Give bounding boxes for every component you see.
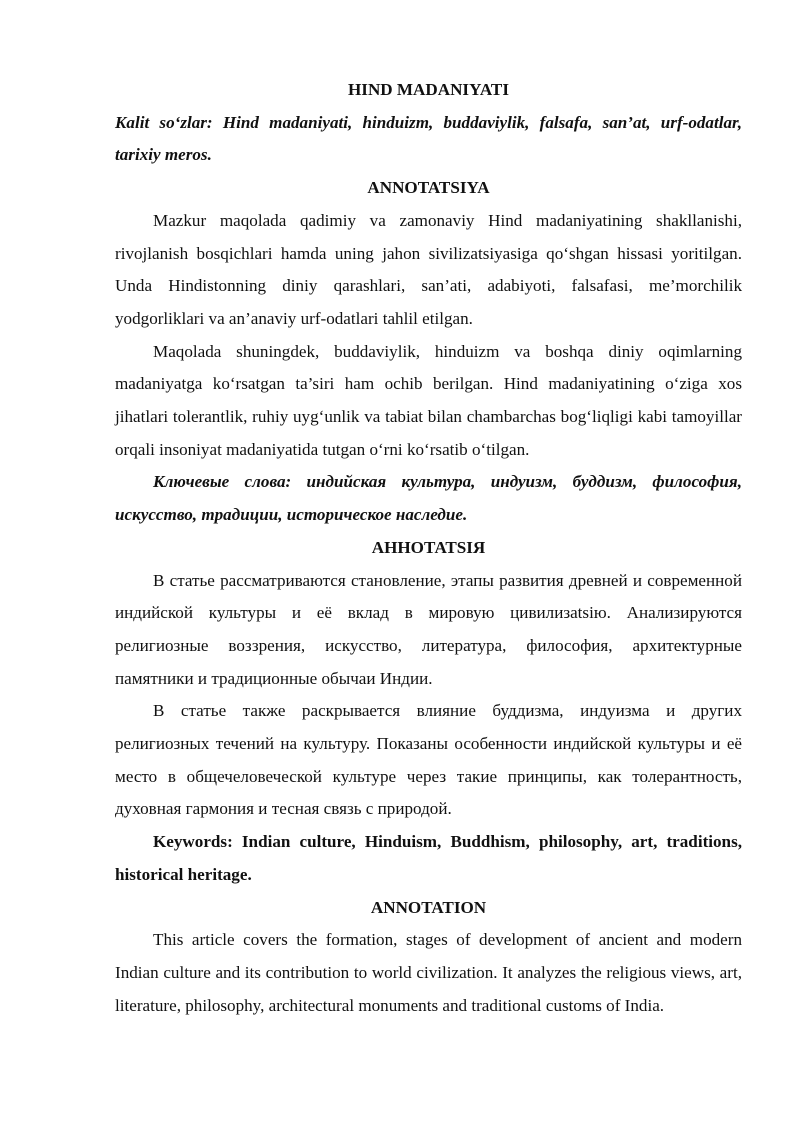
keywords-ru: Ключевые слова: индийская культура, индуизм, буддизм, философия, искусство, традиции, историческое наследие. (115, 472, 742, 525)
document-title: HIND MADANIYATI (348, 80, 509, 99)
annotation-heading-en: ANNOTATION (370, 897, 487, 917)
keywords-en: Keywords: Indian culture, Hinduism, Buddhism, philosophy, art, traditions, historical heritage. (115, 832, 742, 884)
annotation-paragraph-uz-2: Maqolada shuningdek, buddaviylik, hinduizm va boshqa diniy oqimlarning madaniyatga ko‘rsatgan ta’siri ham ochib berilgan. Hind madaniyatining o‘ziga xos jihatlari tolerantlik, ruhiy uyg‘unlik va tabiat bilan chambarchas bog‘liqligi kabi tamoyillar orqali insoniyat madaniyatida tutgan o‘rni ko‘rsatib o‘tilgan. (115, 341, 742, 459)
annotation-paragraph-ru-1: В статье рассматриваются становление, этапы развития древней и современной индийской культуры и её вклад в мировую цивилизatsiю. Анализируются религиозные воззрения, искусство, литература, философия, архитектурные памятники и традиционные обычаи Индии. (115, 570, 742, 688)
keywords-uz: Kalit so‘zlar: Hind madaniyati, hinduizm, buddaviylik, falsafa, san’at, urf-odatlar, tarixiy meros. (115, 112, 742, 165)
annotation-heading-ru: АННОТАТSIЯ (371, 537, 486, 557)
annotation-paragraph-uz-1: Mazkur maqolada qadimiy va zamonaviy Hind madaniyatining shakllanishi, rivojlanish bosqichlari hamda uning jahon sivilizatsiyasiga qo‘shgan hissasi yoritilgan. Unda Hindistonning diniy qarashlari, san’ati, adabiyoti, falsafasi, me’morchilik yodgorliklari va an’anaviy urf-odatlari tahlil etilgan. (115, 210, 742, 328)
annotation-paragraph-en-1: This article covers the formation, stages of development of ancient and modern Indian culture and its contribution to world civilization. It analyzes the religious views, art, literature, philosophy, architectural monuments and traditional customs of India. (115, 930, 742, 1015)
annotation-heading-uz: ANNOTATSIYA (367, 178, 490, 198)
annotation-paragraph-ru-2: В статье также раскрывается влияние буддизма, индуизма и других религиозных течений на культуру. Показаны особенности индийской культуры и её место в общечеловеческой культуре через такие принципы, как толерантность, духовная гармония и тесная связь с природой. (115, 701, 742, 819)
